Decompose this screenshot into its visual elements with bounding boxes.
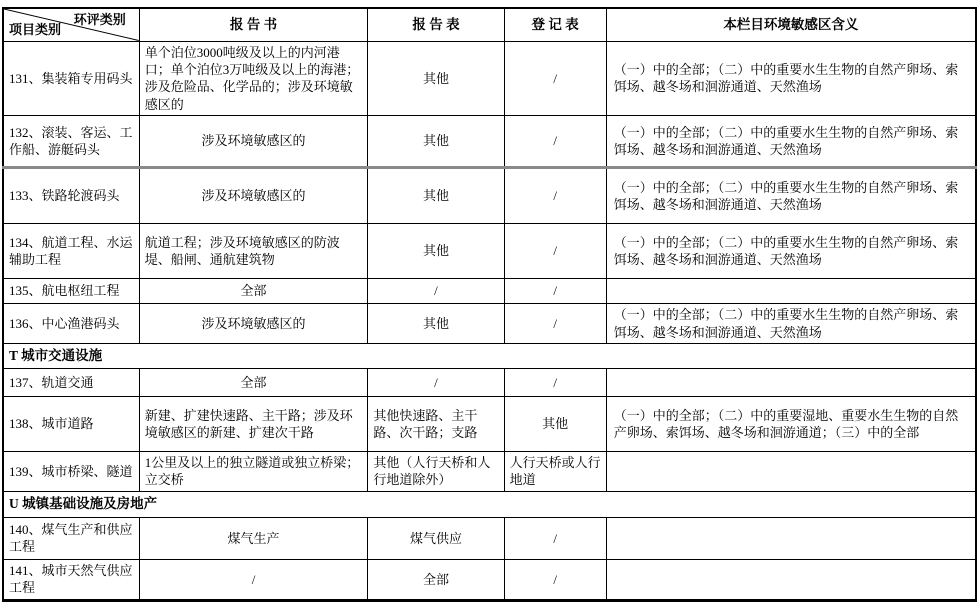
cell-report-book: 涉及环境敏感区的 — [139, 116, 368, 168]
cell-report-book: 新建、扩建快速路、主干路；涉及环境敏感区的新建、扩建次干路 — [139, 397, 368, 452]
section-header-label: U 城镇基础设施及房地产 — [3, 491, 976, 517]
cell-sensitive-area-meaning: （一）中的全部；（二）中的重要水生生物的自然产卵场、索饵场、越冬场和洄游通道、天然渔场 — [606, 304, 976, 344]
cell-registration-form: / — [504, 559, 606, 600]
table-row — [3, 116, 976, 168]
eia-classification-table — [2, 7, 977, 602]
section-header-label: T 城市交通设施 — [3, 343, 976, 368]
cell-report-book: 单个泊位3000吨级及以上的内河港口；单个泊位3万吨级及以上的海港；涉及危险品、化学品的；涉及环境敏感区的 — [139, 41, 368, 116]
header-cell-diagonal — [3, 8, 139, 41]
cell-registration-form: 人行天桥或人行地道 — [504, 452, 606, 492]
table-row — [3, 397, 976, 452]
cell-sensitive-area-meaning: （一）中的全部；（二）中的重要水生生物的自然产卵场、索饵场、越冬场和洄游通道、天然渔场 — [606, 116, 976, 168]
cell-report-form: 其他 — [368, 168, 504, 224]
cell-project-category: 137、轨道交通 — [3, 369, 139, 397]
section-row — [3, 343, 976, 368]
cell-report-form: 其他 — [368, 304, 504, 344]
cell-project-category: 138、城市道路 — [3, 397, 139, 452]
header-label-project-category: 项目类别 — [9, 22, 62, 38]
cell-report-book: 全部 — [139, 369, 368, 397]
cell-registration-form: / — [504, 517, 606, 559]
header-cell-report-form: 报 告 表 — [368, 8, 504, 41]
header-label-eia-category: 环评类别 — [73, 12, 126, 27]
table-body — [3, 41, 976, 600]
cell-sensitive-area-meaning: （一）中的全部；（二）中的重要水生生物的自然产卵场、索饵场、越冬场和洄游通道、天然渔场 — [606, 168, 976, 224]
cell-sensitive-area-meaning — [606, 559, 976, 600]
table-row — [3, 279, 976, 304]
table-row — [3, 559, 976, 600]
cell-report-book: / — [139, 559, 368, 600]
cell-registration-form: / — [504, 279, 606, 304]
cell-registration-form: / — [504, 369, 606, 397]
cell-project-category: 134、航道工程、水运辅助工程 — [3, 224, 139, 279]
cell-sensitive-area-meaning — [606, 279, 976, 304]
cell-registration-form: / — [504, 116, 606, 168]
header-cell-sensitive-area-meaning: 本栏目环境敏感区含义 — [606, 8, 976, 41]
header-row — [3, 8, 976, 41]
cell-registration-form: / — [504, 168, 606, 224]
cell-report-book: 涉及环境敏感区的 — [139, 168, 368, 224]
cell-report-form: 其他快速路、主干路、次干路；支路 — [368, 397, 504, 452]
table-row — [3, 224, 976, 279]
cell-report-form: 煤气供应 — [368, 517, 504, 559]
cell-report-book: 煤气生产 — [139, 517, 368, 559]
cell-registration-form: 其他 — [504, 397, 606, 452]
cell-project-category: 141、城市天然气供应工程 — [3, 559, 139, 600]
cell-report-form: 其他 — [368, 41, 504, 116]
cell-report-book: 1公里及以上的独立隧道或独立桥梁；立交桥 — [139, 452, 368, 492]
cell-report-form: 其他 — [368, 224, 504, 279]
cell-sensitive-area-meaning: （一）中的全部；（二）中的重要水生生物的自然产卵场、索饵场、越冬场和洄游通道、天然渔场 — [606, 41, 976, 116]
header-cell-registration-form: 登 记 表 — [504, 8, 606, 41]
cell-report-book: 涉及环境敏感区的 — [139, 304, 368, 344]
cell-registration-form: / — [504, 224, 606, 279]
cell-project-category: 139、城市桥梁、隧道 — [3, 452, 139, 492]
cell-project-category: 135、航电枢纽工程 — [3, 279, 139, 304]
cell-project-category: 136、中心渔港码头 — [3, 304, 139, 344]
cell-report-form: / — [368, 369, 504, 397]
cell-registration-form: / — [504, 304, 606, 344]
table-row — [3, 304, 976, 344]
cell-report-form: 全部 — [368, 559, 504, 600]
cell-sensitive-area-meaning — [606, 369, 976, 397]
cell-project-category: 132、滚装、客运、工作船、游艇码头 — [3, 116, 139, 168]
section-row — [3, 491, 976, 517]
cell-report-form: 其他 — [368, 116, 504, 168]
table-row — [3, 369, 976, 397]
table-row — [3, 168, 976, 224]
cell-registration-form: / — [504, 41, 606, 116]
cell-sensitive-area-meaning: （一）中的全部；（二）中的重要湿地、重要水生生物的自然产卵场、索饵场、越冬场和洄游通道；（三）中的全部 — [606, 397, 976, 452]
cell-sensitive-area-meaning — [606, 517, 976, 559]
cell-project-category: 140、煤气生产和供应工程 — [3, 517, 139, 559]
cell-report-book: 全部 — [139, 279, 368, 304]
cell-sensitive-area-meaning: （一）中的全部；（二）中的重要水生生物的自然产卵场、索饵场、越冬场和洄游通道、天然渔场 — [606, 224, 976, 279]
cell-project-category: 133、铁路轮渡码头 — [3, 168, 139, 224]
cell-report-form: 其他（人行天桥和人行地道除外） — [368, 452, 504, 492]
table-row — [3, 517, 976, 559]
table-row — [3, 452, 976, 492]
header-cell-report-book: 报 告 书 — [139, 8, 368, 41]
cell-report-form: / — [368, 279, 504, 304]
cell-report-book: 航道工程；涉及环境敏感区的防波堤、船闸、通航建筑物 — [139, 224, 368, 279]
table-row — [3, 41, 976, 116]
cell-sensitive-area-meaning — [606, 452, 976, 492]
cell-project-category: 131、集装箱专用码头 — [3, 41, 139, 116]
